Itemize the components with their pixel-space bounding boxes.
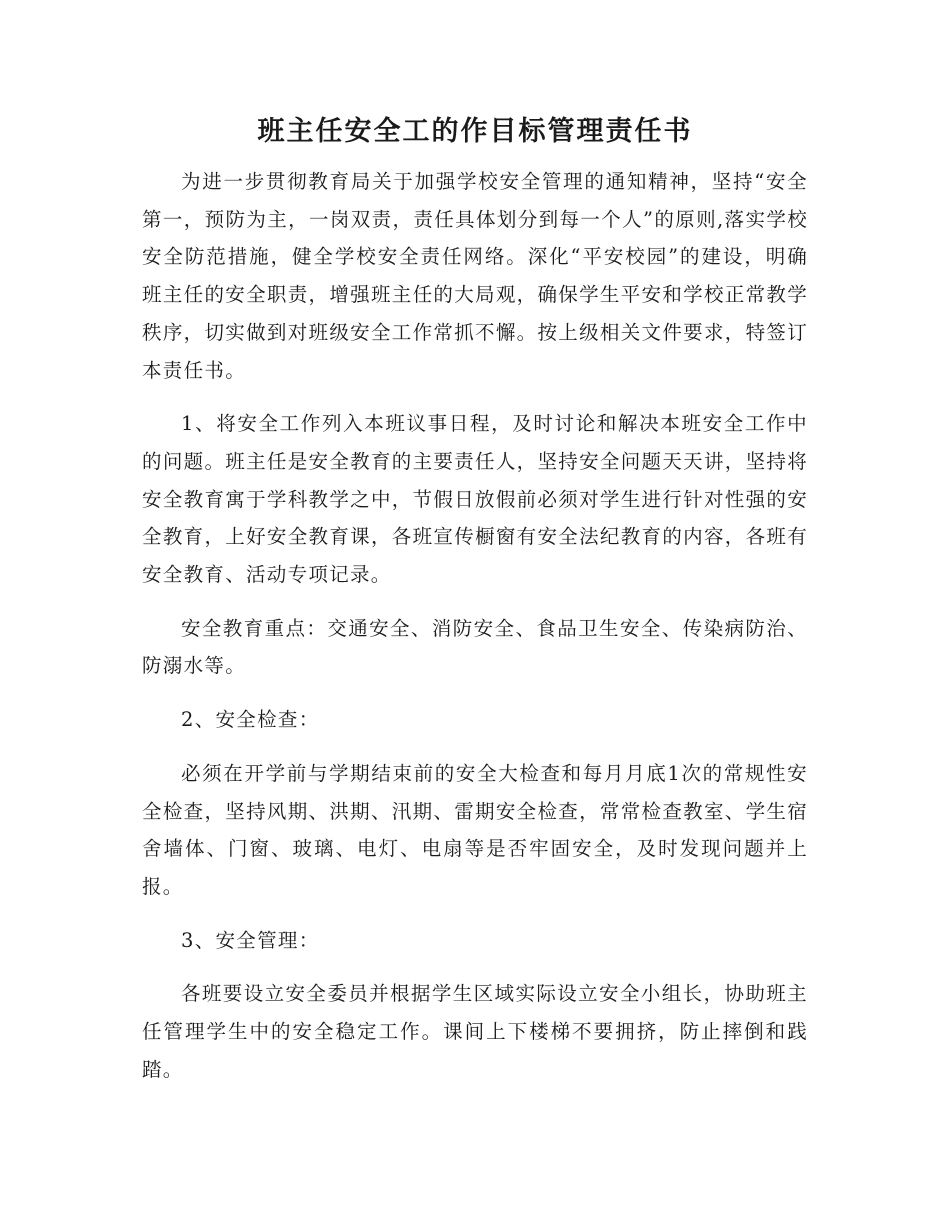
paragraph-item-1: 1、将安全工作列入本班议事日程，及时讨论和解决本班安全工作中的问题。班主任是安全教育的主要责任人，坚持安全问题天天讲，坚持将安全教育寓于学科教学之中，节假日放假前必须对学生进行针对性强的安全教育，上好安全教育课，各班宣传橱窗有安全法纪教育的内容，各班有安全教育、活动专项记录。 [142,412,808,587]
paragraph-intro: 为进一步贯彻教育局关于加强学校安全管理的通知精神，坚持“安全第一，预防为主，一岗双责，责任具体划分到每一个人”的原则,落实学校安全防范措施，健全学校安全责任网络。深化“平安校园”的建设，明确班主任的安全职责，增强班主任的大局观，确保学生平安和学校正常教学秩序，切实做到对班级安全工作常抓不懈。按上级相关文件要求，特签订本责任书。 [142,170,808,382]
paragraph-education-focus: 安全教育重点：交通安全、消防安全、食品卫生安全、传染病防治、防溺水等。 [142,616,808,678]
heading-safety-inspection: 2、安全检查： [181,708,320,732]
paragraph-safety-management: 各班要设立安全委员并根据学生区域实际设立安全小组长，协助班主任管理学生中的安全稳定工作。课间上下楼梯不要拥挤，防止摔倒和践踏。 [142,982,808,1081]
document-title: 班主任安全工的作目标管理责任书 [257,116,693,147]
heading-safety-management: 3、安全管理： [181,928,320,952]
paragraph-safety-inspection: 必须在开学前与学期结束前的安全大检查和每月月底1次的常规性安全检查，坚持风期、洪期、汛期、雷期安全检查，常常检查教室、学生宿舍墙体、门窗、玻璃、电灯、电扇等是否牢固安全，及时发现问题并上报。 [142,761,808,898]
document-body [142,163,808,1088]
